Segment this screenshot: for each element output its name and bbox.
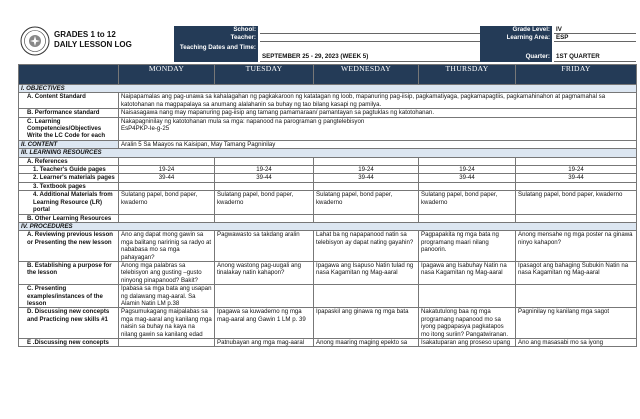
a-wednesday: Lahat ba ng napapanood natin sa telebisyon ay dapat nating gayahin?	[314, 231, 419, 262]
procedure-c-label: C. Presenting examples/instances of the lesson	[19, 285, 119, 308]
lesson-log-table	[18, 64, 637, 347]
procedures-row	[19, 222, 637, 230]
header	[0, 0, 640, 62]
procedure-e-label: E .Discussing new concepts	[19, 339, 119, 347]
day-thursday: THURSDAY	[419, 65, 516, 85]
e-friday: Ano ang masasabi mo sa iyong	[516, 339, 637, 347]
procedure-e-row	[19, 339, 637, 347]
lm-friday: 39-44	[516, 174, 637, 182]
performance-standard-label: B. Performance standard	[19, 109, 119, 117]
teachers-guide-row	[19, 166, 637, 174]
resources-heading: III. LEARNING RESOURCES	[19, 149, 637, 157]
references-row	[19, 157, 637, 165]
b-monday: Anong mga palabras sa telebisyon ang gusting –gusto ninyong pinapanood? Bakit?	[119, 261, 215, 284]
tg-friday: 19-24	[516, 166, 637, 174]
teacher-value[interactable]	[260, 34, 480, 42]
objectives-heading: I. OBJECTIVES	[19, 85, 637, 93]
procedure-b-label: B. Establishing a purpose for the lesson	[19, 261, 119, 284]
tg-thursday: 19-24	[419, 166, 516, 174]
other-resources-row	[19, 214, 637, 222]
day-tuesday: TUESDAY	[215, 65, 314, 85]
add-friday: Sulatang papel, bond paper, kwaderno	[516, 191, 637, 214]
performance-standard-text: Naisasagawa nang may mapanuring pag-iisip ang tamang pamamaraan/ pamantayan sa pagtuklas ng katotohanan.	[119, 109, 637, 117]
competencies-row	[19, 117, 637, 140]
competency-code: EsP4PKP-Ie-g-25	[121, 125, 170, 133]
lm-wednesday: 39-44	[314, 174, 419, 182]
lm-thursday: 39-44	[419, 174, 516, 182]
d-tuesday: Ipagawa sa kuwaderno ng mga mag-aaral ang Gawin 1 LM p. 39	[215, 308, 314, 339]
dates-label: Teaching Dates and Time:	[174, 42, 258, 62]
e-monday	[119, 339, 215, 347]
references-label: A. References	[19, 157, 119, 165]
c-monday: Ipabasa sa mga bata ang usapan ng dalawang mag-aaral. Sa Alamin Natin LM p.38	[119, 285, 215, 308]
deped-seal-icon	[20, 26, 50, 56]
header-row-school	[174, 26, 636, 34]
procedures-heading: IV. PROCEDURES	[19, 222, 637, 230]
brand-line-2: DAILY LESSON LOG	[54, 40, 132, 49]
b-thursday: Ipagawa ang Isabuhay Natin na nasa Kagamitan ng Mag-aaral	[419, 261, 516, 284]
tg-monday: 19-24	[119, 166, 215, 174]
content-standard-row	[19, 93, 637, 109]
day-friday: FRIDAY	[516, 65, 637, 85]
add-wednesday: Sulatang papel, bond paper, kwaderno	[314, 191, 419, 214]
competencies-text: Nakapagninilay ng katotohanan mula sa mga: napanood na parograman g pangtelebisyon	[121, 117, 365, 125]
add-tuesday: Sulatang papel, bond paper, kwaderno	[215, 191, 314, 214]
corner-cell	[19, 65, 119, 85]
a-tuesday: Pagwawasto sa takdang aralin	[215, 231, 314, 262]
lm-monday: 39-44	[119, 174, 215, 182]
additional-materials-label: 4. Additional Materials from Learning Resource (LR) portal	[19, 191, 119, 214]
learners-materials-label: 2. Learner's materials pages	[19, 174, 119, 182]
content-row	[19, 140, 637, 148]
d-friday: Pagninilay ng kanilang mga sagot	[516, 308, 637, 339]
add-thursday: Sulatang papel, bond paper, kwaderno	[419, 191, 516, 214]
quarter-value[interactable]: 1ST QUARTER	[554, 42, 636, 62]
additional-materials-row	[19, 191, 637, 214]
resources-row	[19, 149, 637, 157]
day-header-row	[19, 65, 637, 85]
school-label: School:	[174, 26, 258, 34]
learners-materials-row	[19, 174, 637, 182]
b-friday: Ipasagot ang bahaging Subukin Natin na nasa Kagamitan ng Mag-aaral	[516, 261, 637, 284]
d-thursday: Nakatutulong baa ng mga programang napanood mo sa iyong pagpapasya pagkatapos mo itong suriin? Pangatwiranan.	[419, 308, 516, 339]
tg-wednesday: 19-24	[314, 166, 419, 174]
a-monday: Ano ang dapat mong gawin sa mga balitang naririnig sa radyo at nababasa mo sa mga pahayagan?	[119, 231, 215, 262]
grade-label: Grade Level:	[480, 26, 552, 34]
textbook-label: 3. Textbook pages	[19, 182, 119, 190]
procedure-a-row	[19, 231, 637, 262]
content-heading: II. CONTENT	[19, 140, 119, 148]
add-monday: Sulatang papel, bond paper, kwaderno	[119, 191, 215, 214]
procedure-b-row	[19, 261, 637, 284]
procedure-d-label: D. Discussing new concepts and Practicing new skills #1	[19, 308, 119, 339]
b-tuesday: Anong wastong pag-uugali ang tinalakay natin kahapon?	[215, 261, 314, 284]
quarter-label: Quarter:	[480, 42, 552, 62]
textbook-row	[19, 182, 637, 190]
area-value[interactable]: ESP	[554, 34, 636, 42]
tg-tuesday: 19-24	[215, 166, 314, 174]
day-wednesday: WEDNESDAY	[314, 65, 419, 85]
objectives-row	[19, 85, 637, 93]
e-thursday: Isakatuparan ang proseso upang	[419, 339, 516, 347]
school-value[interactable]	[260, 26, 480, 34]
header-info-grid	[174, 26, 636, 62]
procedure-c-row	[19, 285, 637, 308]
lm-tuesday: 39-44	[215, 174, 314, 182]
teachers-guide-label: 1. Teacher's Guide pages	[19, 166, 119, 174]
header-row-teacher	[174, 34, 636, 42]
teacher-label: Teacher:	[174, 34, 258, 42]
area-label: Learning Area:	[480, 34, 552, 42]
e-tuesday: Patnubayan ang mga mag-aaral	[215, 339, 314, 347]
competencies-cell	[119, 117, 637, 140]
d-wednesday: Ipapaskil ang ginawa ng mga bata	[314, 308, 419, 339]
b-wednesday: Ipagawa ang Isapuso Natin tulad ng nasa Kagamitan ng Mag-aaral	[314, 261, 419, 284]
other-resources-label: B. Other Learning Resources	[19, 214, 119, 222]
dates-value[interactable]: SEPTEMBER 25 - 29, 2023 (WEEK 5)	[260, 42, 480, 62]
e-wednesday: Anong maaring maging epekto sa	[314, 339, 419, 347]
content-standard-label: A. Content Standard	[19, 93, 119, 109]
performance-standard-row	[19, 109, 637, 117]
day-monday: MONDAY	[119, 65, 215, 85]
brand-title	[54, 30, 132, 50]
brand-line-1: GRADES 1 to 12	[54, 30, 116, 39]
a-thursday: Pagpapakita ng mga bata ng programang maari nilang panoorin.	[419, 231, 516, 262]
header-row-dates	[174, 42, 636, 62]
procedure-d-row	[19, 308, 637, 339]
competencies-label: C. Learning Competencies/Objectives Write the LC Code for each	[19, 117, 119, 140]
a-friday: Anong mensahe ng mga poster na ginawa ninyo kahapon?	[516, 231, 637, 262]
grade-value[interactable]: IV	[554, 26, 636, 34]
d-monday: Pagsumukagang maipalabas sa mga mag-aaral ang kanilang mga naisin sa buhay na kaya na nilang gawin sa kanilang edad	[119, 308, 215, 339]
procedure-a-label: A. Reviewing previous lesson or Presenting the new lesson	[19, 231, 119, 262]
content-standard-text: Naipapamalas ang pag-unawa sa kahalagahan ng pagkakaroon ng katatagan ng loob, mapanuring pag-iisip, pagkamatiyaga, pagkamapagtiis, pagkamahinahon at pagmamahal sa katotohanan na magpapalaya sa anumang alalahanin sa buhay ng tao bilang kasapi ng pamilya.	[119, 93, 637, 109]
content-text: Aralin 5 Sa Maayos na Kaisipan, May Tamang Pagninilay	[119, 140, 637, 148]
